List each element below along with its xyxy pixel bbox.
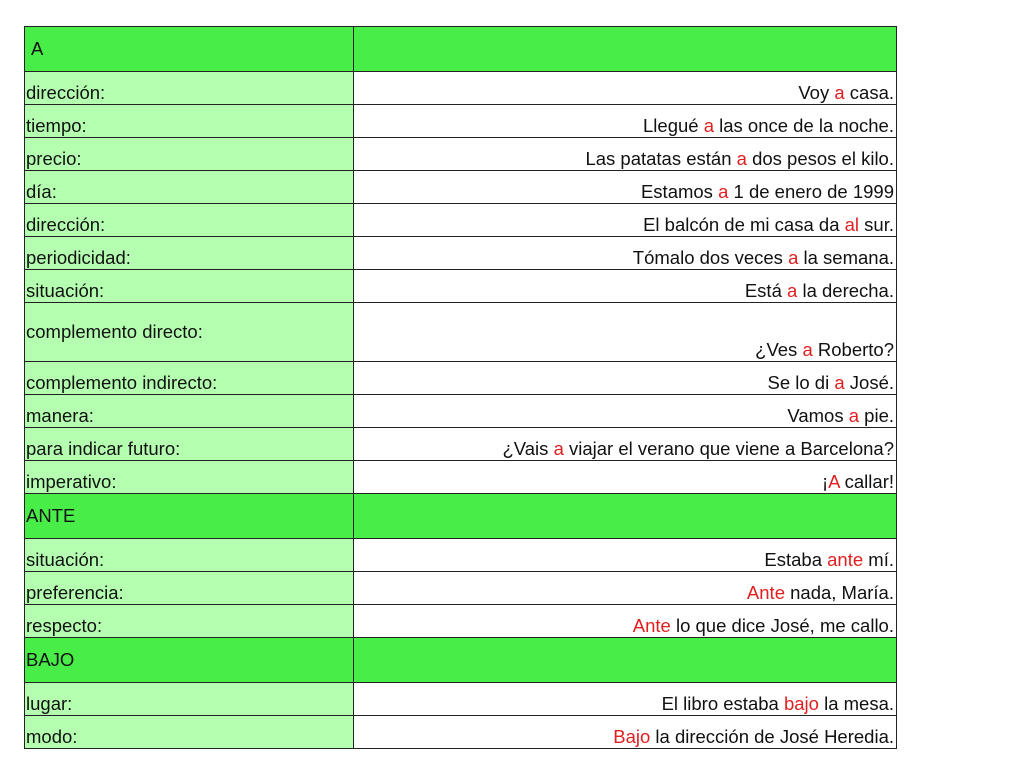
usage-label: complemento indirecto:	[26, 372, 218, 393]
example-text: El balcón de mi casa da	[643, 214, 845, 235]
highlighted-preposition: a	[718, 181, 729, 202]
usage-label-cell	[25, 270, 354, 303]
section-title: BAJO	[26, 649, 75, 670]
preposition-table-body	[25, 27, 897, 749]
table-row	[25, 605, 897, 638]
table-row	[25, 716, 897, 749]
example-text: 1 de enero de 1999	[728, 181, 894, 202]
usage-label-cell	[25, 72, 354, 105]
example-sentence-cell	[354, 572, 897, 605]
table-row	[25, 270, 897, 303]
example-text: Llegué	[643, 115, 704, 136]
table-row	[25, 395, 897, 428]
example-text: lo que dice José, me callo.	[670, 615, 894, 636]
highlighted-preposition: a	[848, 405, 860, 426]
table-row	[25, 683, 897, 716]
section-title-cell	[25, 638, 354, 683]
usage-label-cell	[25, 237, 354, 270]
example-text: Tómalo dos veces	[632, 247, 789, 268]
highlighted-preposition: a	[736, 148, 747, 169]
example-text: sur.	[859, 214, 894, 235]
usage-label: situación:	[26, 280, 105, 301]
usage-label: periodicidad:	[26, 247, 131, 268]
highlighted-preposition: a	[834, 82, 845, 103]
example-text: la dirección de José Heredia.	[650, 726, 894, 747]
table-row	[25, 539, 897, 572]
highlighted-preposition: al	[844, 214, 860, 235]
example-text: El libro estaba	[661, 693, 784, 714]
section-title-cell	[25, 494, 354, 539]
highlighted-preposition: a	[788, 247, 799, 268]
example-sentence-cell	[354, 270, 897, 303]
usage-label: imperativo:	[26, 471, 117, 492]
example-sentence-cell	[354, 395, 897, 428]
example-sentence-cell	[354, 204, 897, 237]
highlighted-preposition: ante	[827, 549, 864, 570]
table-row	[25, 204, 897, 237]
usage-label-cell	[25, 572, 354, 605]
highlighted-preposition: Ante	[632, 615, 671, 636]
table-row	[25, 105, 897, 138]
highlighted-preposition: a	[553, 438, 564, 459]
example-text: Las patatas están	[585, 148, 737, 169]
section-header-filler	[354, 494, 897, 539]
section-title: A	[31, 38, 44, 59]
example-text: las once de la noche.	[714, 115, 894, 136]
example-text: José.	[844, 372, 894, 393]
usage-label: preferencia:	[26, 582, 124, 603]
usage-label-cell	[25, 138, 354, 171]
example-text: la mesa.	[818, 693, 894, 714]
section-header-row	[25, 494, 897, 539]
usage-label-cell	[25, 204, 354, 237]
highlighted-preposition: a	[787, 280, 798, 301]
table-row	[25, 138, 897, 171]
example-text: ¿Vais	[502, 438, 554, 459]
example-sentence-cell	[354, 461, 897, 494]
section-header-row	[25, 27, 897, 72]
example-sentence-cell	[354, 105, 897, 138]
table-row	[25, 461, 897, 494]
example-text: Se lo di	[767, 372, 835, 393]
highlighted-preposition: Bajo	[613, 726, 651, 747]
section-header-filler	[354, 638, 897, 683]
example-sentence-cell	[354, 716, 897, 749]
table-row	[25, 72, 897, 105]
table-row	[25, 428, 897, 461]
example-text: callar!	[839, 471, 894, 492]
example-sentence-cell	[354, 303, 897, 362]
example-sentence-cell	[354, 683, 897, 716]
highlighted-preposition: a	[834, 372, 845, 393]
usage-label: día:	[26, 181, 57, 202]
example-text: Estaba	[764, 549, 828, 570]
example-text: mí.	[863, 549, 894, 570]
example-sentence-cell	[354, 138, 897, 171]
usage-label: lugar:	[26, 693, 73, 714]
example-text: Está	[744, 280, 788, 301]
highlighted-preposition: Ante	[746, 582, 785, 603]
example-text: ¿Ves	[755, 339, 803, 360]
example-text: Voy	[798, 82, 835, 103]
usage-label-cell	[25, 362, 354, 395]
usage-label: para indicar futuro:	[26, 438, 181, 459]
usage-label: tiempo:	[26, 115, 87, 136]
example-sentence-cell	[354, 428, 897, 461]
usage-label-cell	[25, 428, 354, 461]
example-text: ¡	[822, 471, 829, 492]
example-text: casa.	[844, 82, 894, 103]
example-sentence-cell	[354, 539, 897, 572]
section-title: ANTE	[26, 505, 76, 526]
usage-label-cell	[25, 605, 354, 638]
preposition-table	[24, 26, 897, 749]
usage-label-cell	[25, 303, 354, 362]
example-sentence-cell	[354, 362, 897, 395]
usage-label-cell	[25, 683, 354, 716]
usage-label-cell	[25, 539, 354, 572]
example-text: la semana.	[798, 247, 894, 268]
usage-label: complemento directo:	[26, 321, 203, 342]
usage-label-cell	[25, 171, 354, 204]
example-text: Vamos	[787, 405, 849, 426]
table-row	[25, 237, 897, 270]
example-text: dos pesos el kilo.	[746, 148, 894, 169]
usage-label-cell	[25, 716, 354, 749]
highlighted-preposition: a	[802, 339, 813, 360]
example-sentence-cell	[354, 237, 897, 270]
section-header-filler	[354, 27, 897, 72]
table-row	[25, 572, 897, 605]
usage-label: modo:	[26, 726, 78, 747]
usage-label-cell	[25, 105, 354, 138]
usage-label: precio:	[26, 148, 82, 169]
example-sentence-cell	[354, 605, 897, 638]
table-row	[25, 171, 897, 204]
highlighted-preposition: bajo	[783, 693, 819, 714]
example-sentence-cell	[354, 72, 897, 105]
usage-label: dirección:	[26, 82, 106, 103]
usage-label: dirección:	[26, 214, 106, 235]
highlighted-preposition: A	[828, 471, 840, 492]
usage-label-cell	[25, 461, 354, 494]
example-text: la derecha.	[797, 280, 894, 301]
example-text: nada, María.	[784, 582, 894, 603]
example-text: Estamos	[640, 181, 719, 202]
example-text: Roberto?	[812, 339, 894, 360]
section-header-row	[25, 638, 897, 683]
highlighted-preposition: a	[703, 115, 714, 136]
usage-label: manera:	[26, 405, 94, 426]
usage-label-cell	[25, 395, 354, 428]
usage-label: respecto:	[26, 615, 103, 636]
example-text: pie.	[859, 405, 894, 426]
section-title-cell	[25, 27, 354, 72]
example-text: viajar el verano que viene a Barcelona?	[563, 438, 894, 459]
table-row	[25, 303, 897, 362]
usage-label: situación:	[26, 549, 105, 570]
example-sentence-cell	[354, 171, 897, 204]
table-row	[25, 362, 897, 395]
